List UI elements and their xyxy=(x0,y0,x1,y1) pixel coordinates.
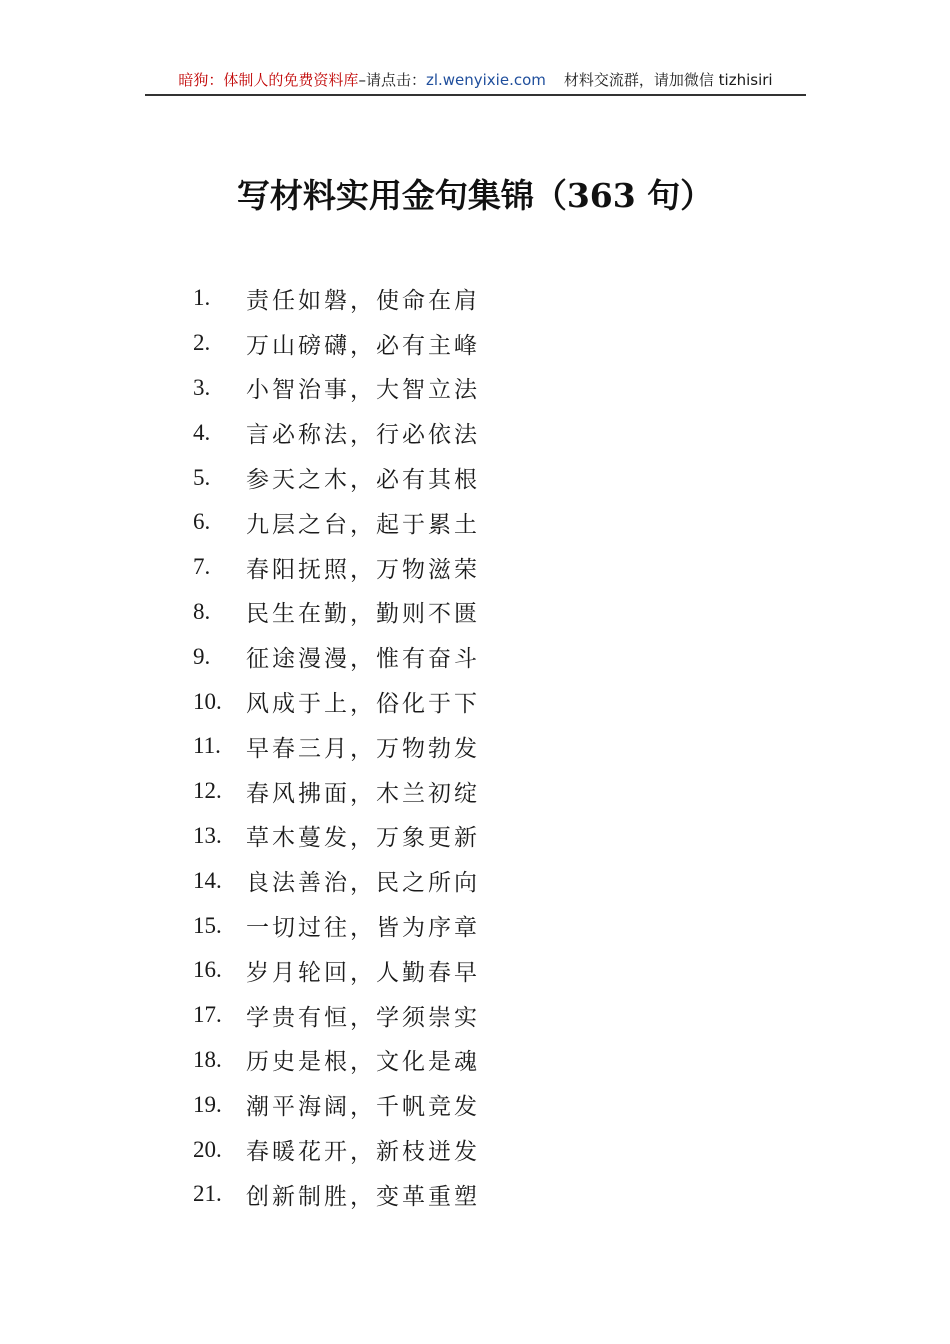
item-text: 潮平海阔，千帆竞发 xyxy=(246,1094,480,1121)
item-number: 9. xyxy=(193,643,211,669)
list-item xyxy=(193,1127,480,1172)
item-text: 风成于上，俗化于下 xyxy=(246,691,480,718)
item-number: 2. xyxy=(193,330,211,356)
item-text: 民生在勤，勤则不匮 xyxy=(246,601,480,628)
item-number: 11. xyxy=(193,733,221,759)
item-text: 早春三月，万物勃发 xyxy=(246,735,480,762)
list-item xyxy=(193,1038,480,1083)
quote-list xyxy=(193,276,480,1217)
item-text: 草木蔓发，万象更新 xyxy=(246,825,480,852)
list-item xyxy=(193,724,480,769)
item-number: 3. xyxy=(193,374,211,400)
list-item xyxy=(193,500,480,545)
item-number: 10. xyxy=(193,688,222,714)
item-number: 7. xyxy=(193,554,211,580)
item-text: 创新制胜，变革重塑 xyxy=(246,1183,480,1210)
list-item xyxy=(193,769,480,814)
header-site-name: 暗狗：体制人的免费资料库 xyxy=(178,71,359,89)
page-header xyxy=(145,68,806,96)
list-item xyxy=(193,993,480,1038)
item-number: 4. xyxy=(193,419,211,445)
list-item xyxy=(193,455,480,500)
item-number: 12. xyxy=(193,778,222,804)
list-item xyxy=(193,858,480,903)
list-item xyxy=(193,903,480,948)
item-text: 征途漫漫，惟有奋斗 xyxy=(246,646,480,673)
item-text: 参天之木，必有其根 xyxy=(246,467,480,494)
list-item xyxy=(193,1172,480,1217)
document-title: 写材料实用金句集锦（363 句） xyxy=(236,176,714,215)
item-number: 15. xyxy=(193,912,222,938)
header-click-label: –请点击： xyxy=(358,71,426,89)
list-item xyxy=(193,1082,480,1127)
item-number: 19. xyxy=(193,1091,222,1117)
list-item xyxy=(193,276,480,321)
item-number: 20. xyxy=(193,1136,222,1162)
list-item xyxy=(193,948,480,993)
list-item xyxy=(193,679,480,724)
item-number: 21. xyxy=(193,1181,222,1207)
item-number: 1. xyxy=(193,285,211,311)
item-text: 言必称法，行必依法 xyxy=(246,422,480,449)
item-number: 16. xyxy=(193,957,222,983)
item-text: 岁月轮回，人勤春早 xyxy=(246,959,480,986)
item-text: 春阳抚照，万物滋荣 xyxy=(246,556,480,583)
item-text: 万山磅礴，必有主峰 xyxy=(246,332,480,359)
item-number: 6. xyxy=(193,509,211,535)
list-item xyxy=(193,321,480,366)
item-text: 良法善治，民之所向 xyxy=(246,870,480,897)
item-text: 历史是根，文化是魂 xyxy=(246,1049,480,1076)
header-url-link[interactable]: zl.wenyixie.com xyxy=(425,71,546,89)
list-item xyxy=(193,590,480,635)
list-item xyxy=(193,410,480,455)
item-text: 学贵有恒，学须崇实 xyxy=(246,1004,480,1031)
list-item xyxy=(193,814,480,859)
item-text: 小智治事，大智立法 xyxy=(246,377,480,404)
header-group-text: 材料交流群，请加微信 tizhisiri xyxy=(563,71,773,89)
item-text: 春风拂面，木兰初绽 xyxy=(246,780,480,807)
item-number: 18. xyxy=(193,1046,222,1072)
list-item xyxy=(193,634,480,679)
item-number: 14. xyxy=(193,867,222,893)
list-item xyxy=(193,366,480,411)
item-text: 一切过往，皆为序章 xyxy=(246,915,480,942)
item-text: 九层之台，起于累土 xyxy=(246,511,480,538)
item-text: 责任如磐，使命在肩 xyxy=(246,287,480,314)
item-number: 5. xyxy=(193,464,211,490)
item-text: 春暖花开，新枝迸发 xyxy=(246,1139,480,1166)
item-number: 13. xyxy=(193,822,222,848)
list-item xyxy=(193,545,480,590)
item-number: 17. xyxy=(193,1002,222,1028)
item-number: 8. xyxy=(193,598,211,624)
